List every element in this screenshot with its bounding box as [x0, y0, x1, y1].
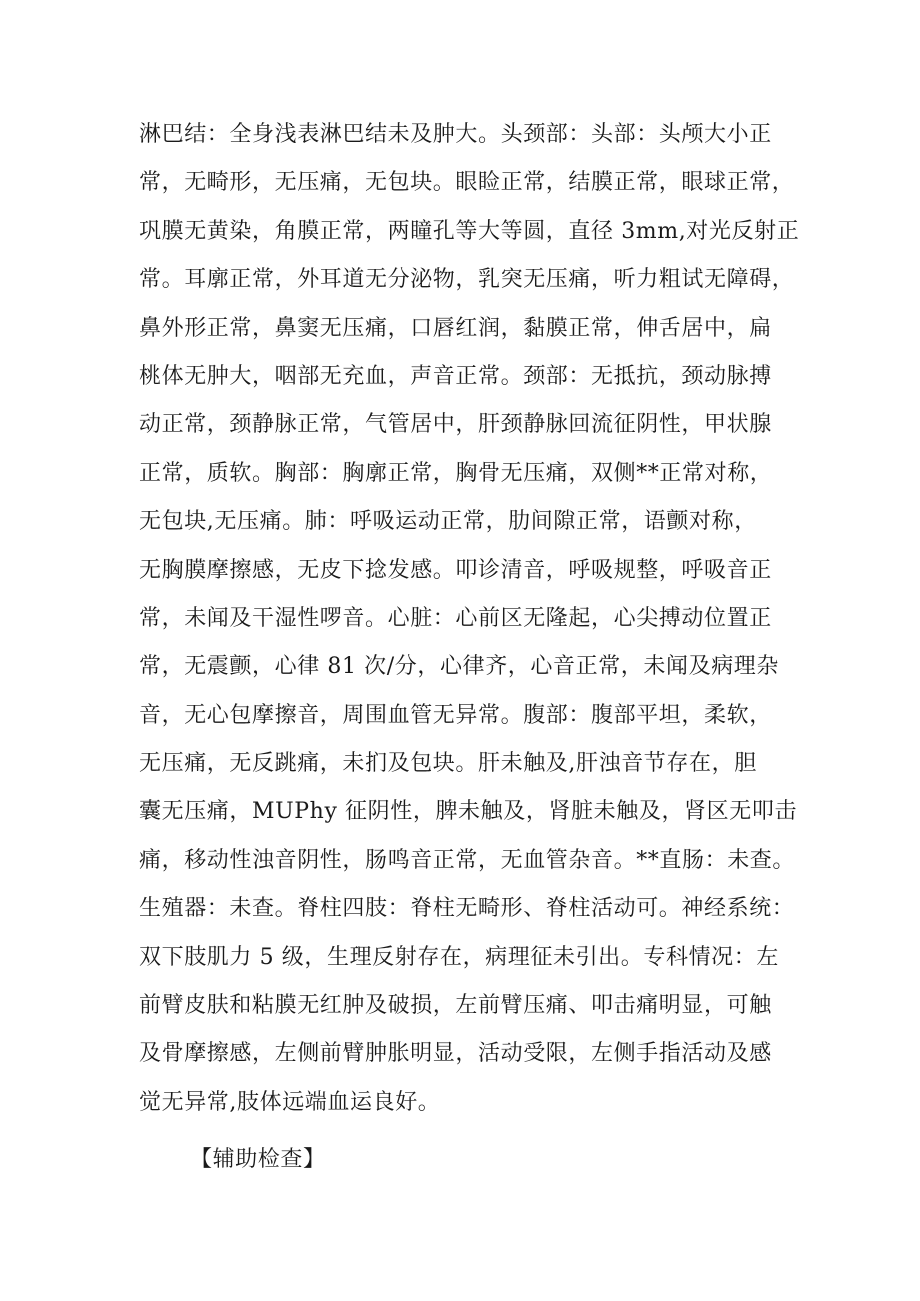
- text-line: 觉无异常,肢体远端血运良好。: [139, 1089, 441, 1115]
- text-line: 无压痛，无反跳痛，未扪及包块。肝未触及,肝浊音节存在，胆: [139, 751, 757, 777]
- text-line: 常，无震颤，心律 81 次/分，心律齐，心音正常，未闻及病理杂: [139, 654, 779, 680]
- text-line: 桃体无肿大，咽部无充血，声音正常。颈部：无抵抗，颈动脉搏: [139, 363, 772, 389]
- text-line: 痛，移动性浊音阴性，肠鸣音正常，无血管杂音。**直肠：未查。: [139, 847, 796, 873]
- section-heading-auxiliary-exam: 【辅助检查】: [190, 1147, 326, 1172]
- text-line: 常。耳廓正常，外耳道无分泌物，乳突无压痛，听力粗试无障碍，: [139, 267, 795, 293]
- text-line: 正常，质软。胸部：胸廓正常，胸骨无压痛，双侧**正常对称，: [139, 460, 773, 486]
- text-line: 双下肢肌力 5 级，生理反射存在，病理征未引出。专科情况：左: [139, 944, 779, 970]
- text-line: 常，未闻及干湿性啰音。心脏：心前区无隆起，心尖搏动位置正: [139, 605, 772, 631]
- text-line: 生殖器：未查。脊柱四肢：脊柱无畸形、脊柱活动可。神经系统：: [139, 896, 795, 922]
- text-line: 鼻外形正常，鼻窦无压痛，口唇红润，黏膜正常，伸舌居中，扁: [139, 315, 772, 341]
- text-line: 囊无压痛，MUPhy 征阴性，脾未触及，肾脏未触及，肾区无叩击: [139, 799, 798, 825]
- text-line: 动正常，颈静脉正常，气管居中，肝颈静脉回流征阴性，甲状腺: [139, 412, 772, 438]
- text-line: 无包块,无压痛。肺：呼吸运动正常，肋间隙正常，语颤对称，: [139, 509, 757, 535]
- physical-exam-paragraph: [139, 117, 799, 1133]
- text-line: 淋巴结：全身浅表淋巴结未及肿大。头颈部：头部：头颅大小正: [139, 122, 772, 147]
- text-line: 无胸膜摩擦感，无皮下捻发感。叩诊清音，呼吸规整，呼吸音正: [139, 557, 772, 583]
- text-line: 巩膜无黄染，角膜正常，两瞳孔等大等圆，直径 3mm,对光反射正: [139, 218, 800, 244]
- text-line: 音，无心包摩擦音，周围血管无异常。腹部：腹部平坦，柔软，: [139, 702, 772, 728]
- text-line: 及骨摩擦感，左侧前臂肿胀明显，活动受限，左侧手指活动及感: [139, 1041, 772, 1067]
- text-line: 常，无畸形，无压痛，无包块。眼睑正常，结膜正常，眼球正常，: [139, 170, 795, 196]
- text-line: 前臂皮肤和粘膜无红肿及破损，左前臂压痛、叩击痛明显，可触: [139, 993, 772, 1019]
